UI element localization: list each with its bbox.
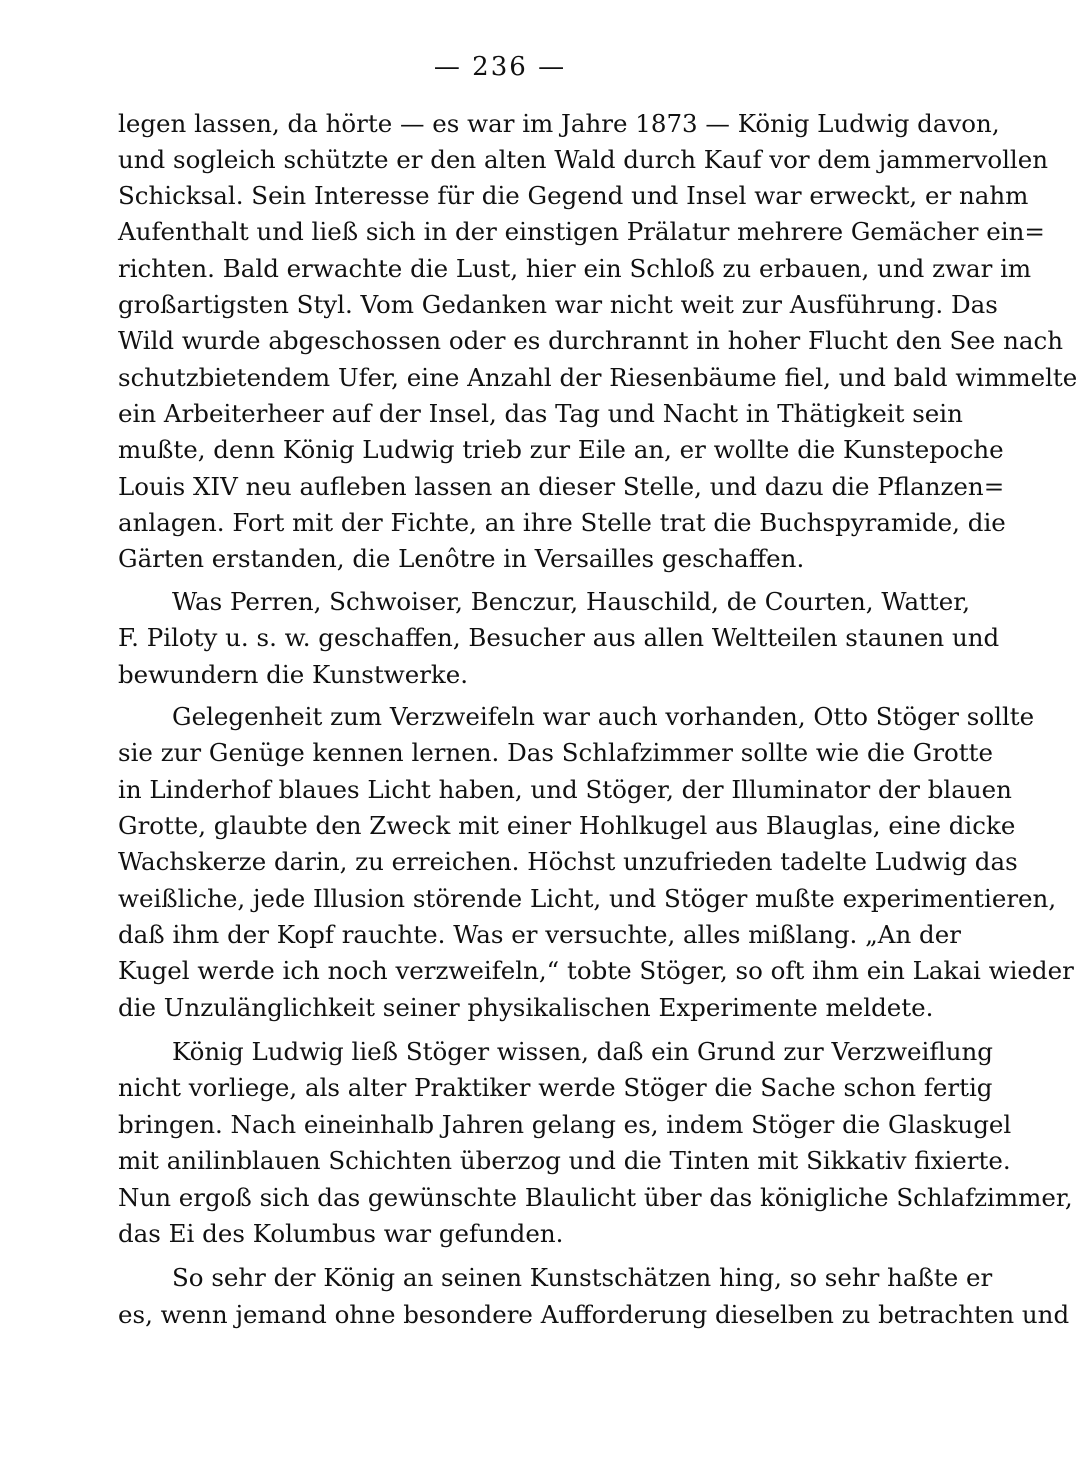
text-line: Gelegenheit zum Verzweifeln war auch vorhanden, Otto Stöger sollte bbox=[172, 702, 1035, 731]
text-line: in Linderhof blaues Licht haben, und Stöger, der Illuminator der blauen bbox=[118, 775, 1012, 804]
text-line: bringen. Nach eineinhalb Jahren gelang es, indem Stöger die Glaskugel bbox=[118, 1110, 1012, 1139]
text-line: daß ihm der Kopf rauchte. Was er versuchte, alles mißlang. „An der bbox=[118, 920, 961, 949]
text-line: ein Arbeiterheer auf der Insel, das Tag und Nacht in Thätigkeit sein bbox=[118, 399, 963, 428]
text-line: Wild wurde abgeschossen oder es durchrannt in hoher Flucht den See nach bbox=[118, 326, 1063, 355]
text-line: Nun ergoß sich das gewünschte Blaulicht über das königliche Schlafzimmer, bbox=[118, 1183, 1073, 1212]
text-line: Aufenthalt und ließ sich in der einstigen Prälatur mehrere Gemächer ein= bbox=[118, 217, 1045, 246]
text-line: und sogleich schützte er den alten Wald durch Kauf vor dem jammervollen bbox=[118, 145, 1049, 174]
text-line: richten. Bald erwachte die Lust, hier ein Schloß zu erbauen, und zwar im bbox=[118, 254, 1032, 283]
text-line: F. Piloty u. s. w. geschaffen, Besucher aus allen Weltteilen staunen und bbox=[118, 623, 1000, 652]
text-line: Louis XIV neu aufleben lassen an dieser Stelle, und dazu die Pflanzen= bbox=[118, 472, 1005, 501]
text-line: legen lassen, da hörte — es war im Jahre 1873 — König Ludwig davon, bbox=[118, 109, 1000, 138]
text-line: schutzbietendem Ufer, eine Anzahl der Riesenbäume fiel, und bald wimmelte bbox=[118, 363, 1077, 392]
text-line: Schicksal. Sein Interesse für die Gegend und Insel war erweckt, er nahm bbox=[118, 181, 1029, 210]
text-line: anlagen. Fort mit der Fichte, an ihre Stelle trat die Buchspyramide, die bbox=[118, 508, 1006, 537]
text-line: es, wenn jemand ohne besondere Aufforderung dieselben zu betrachten und bbox=[118, 1300, 1070, 1329]
text-line: Gärten erstanden, die Lenôtre in Versailles geschaffen. bbox=[118, 544, 805, 573]
text-line: bewundern die Kunstwerke. bbox=[118, 660, 469, 689]
text-line: Grotte, glaubte den Zweck mit einer Hohlkugel aus Blauglas, eine dicke bbox=[118, 811, 1016, 840]
text-line: König Ludwig ließ Stöger wissen, daß ein Grund zur Verzweiflung bbox=[172, 1037, 993, 1066]
text-line: die Unzulänglichkeit seiner physikalischen Experimente meldete. bbox=[118, 993, 934, 1022]
text-line: das Ei des Kolumbus war gefunden. bbox=[118, 1219, 564, 1248]
text-line: mußte, denn König Ludwig trieb zur Eile an, er wollte die Kunstepoche bbox=[118, 435, 1004, 464]
text-line: Was Perren, Schwoiser, Benczur, Hauschild, de Courten, Watter, bbox=[172, 587, 971, 616]
text-line: weißliche, jede Illusion störende Licht, und Stöger mußte experimentieren, bbox=[118, 884, 1057, 913]
text-line: Kugel werde ich noch verzweifeln,“ tobte Stöger, so oft ihm ein Lakai wieder bbox=[118, 956, 1074, 985]
text-line: sie zur Genüge kennen lernen. Das Schlafzimmer sollte wie die Grotte bbox=[118, 738, 993, 767]
text-line: Wachskerze darin, zu erreichen. Höchst unzufrieden tadelte Ludwig das bbox=[118, 847, 1018, 876]
text-line: mit anilinblauen Schichten überzog und die Tinten mit Sikkativ fixierte. bbox=[118, 1146, 1011, 1175]
text-line: So sehr der König an seinen Kunstschätzen hing, so sehr haßte er bbox=[172, 1263, 993, 1292]
text-line: großartigsten Styl. Vom Gedanken war nicht weit zur Ausführung. Das bbox=[118, 290, 998, 319]
page-number: — 236 — bbox=[433, 52, 567, 82]
text-line: nicht vorliege, als alter Praktiker werde Stöger die Sache schon fertig bbox=[118, 1073, 993, 1102]
